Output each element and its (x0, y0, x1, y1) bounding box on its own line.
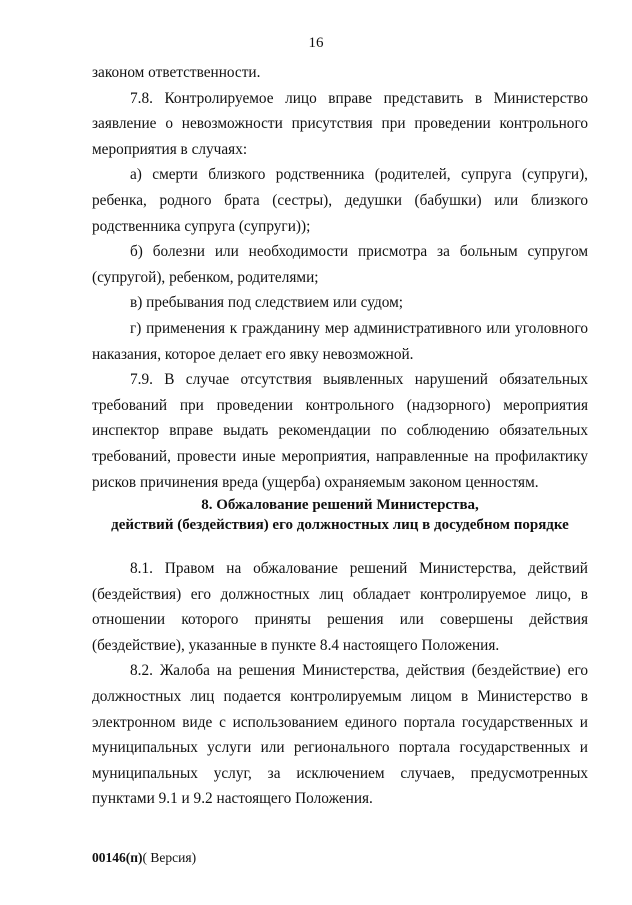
paragraph-7-8: 7.8. Контролируемое лицо вправе представить в Министерство заявление о невозможности присутствия при проведении контрольного мероприятия в случаях: (92, 89, 588, 158)
section-heading-line-1: 8. Обжалование решений Министерства, (201, 497, 479, 514)
paragraph-8-1: 8.1. Правом на обжалование решений Министерства, действий (бездействия) его должностных лиц обладает контролируемое лицо, в отношении которого приняты решения или совершены действия (бездействие), указанные в пункте 8.4 настоящего Положения. (92, 560, 588, 654)
section-heading-line-2: действий (бездействия) его должностных лиц в досудебном порядке (111, 517, 569, 534)
section-heading (92, 495, 588, 535)
list-item-b: б) болезни или необходимости присмотра за больным супругом (супругой), ребенком, родителями; (92, 243, 588, 286)
paragraph-continuation: законом ответственности. (92, 64, 261, 81)
document-code: 00146(п) (92, 850, 143, 865)
list-item-g: г) применения к гражданину мер административного или уголовного наказания, которое делает его явку невозможной. (92, 319, 588, 363)
paragraph-8-2: 8.2. Жалоба на решения Министерства, действия (бездействие) его должностных лиц подается контролируемым лицом в Министерство в электронном виде с использованием единого портала государственных и муниципальных услуги или регионального портала государственных и муниципальных услуг, за исключением случаев, предусмотренных пунктами 9.1 и 9.2 настоящего Положения. (92, 662, 588, 808)
document-body (92, 60, 588, 812)
list-item-a: а) смерти близкого родственника (родителей, супруга (супруги), ребенка, родного брата (сестры), дедушки (бабушки) или близкого родственника супруга (супруги)); (92, 166, 588, 235)
paragraph-7-9: 7.9. В случае отсутствия выявленных нарушений обязательных требований при проведении контрольного (надзорного) мероприятия инспектор вправе выдать рекомендации по соблюдению обязательных требований, провести иные мероприятия, направленные на профилактику рисков причинения вреда (ущерба) охраняемым законом ценностям. (92, 371, 588, 491)
document-version: ( Версия) (142, 850, 197, 865)
document-footer (92, 850, 196, 866)
list-item-v: в) пребывания под следствием или судом; (130, 294, 404, 312)
page-number: 16 (308, 35, 324, 51)
